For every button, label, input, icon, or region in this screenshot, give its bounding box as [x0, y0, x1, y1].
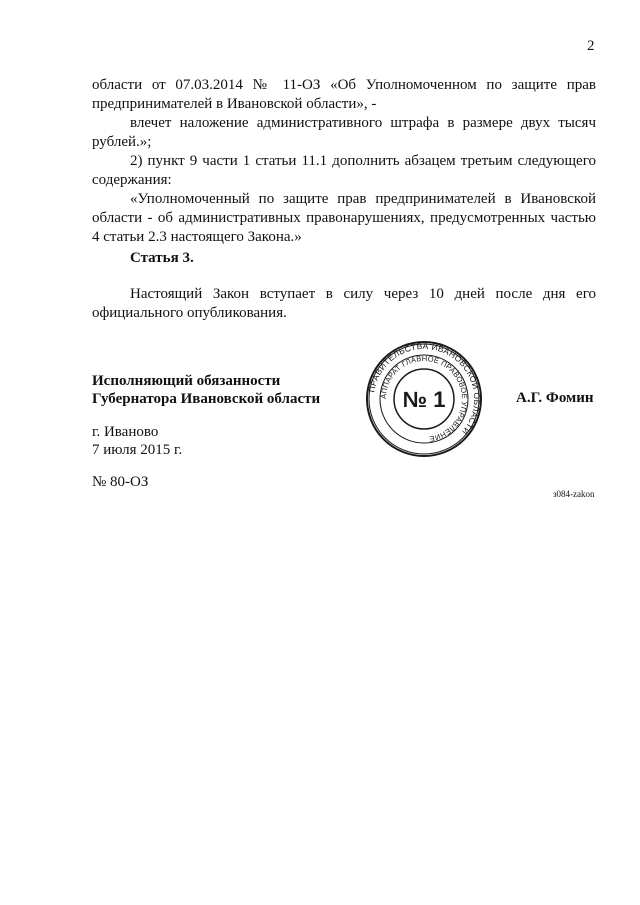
text-line: «Уполномоченный по защите прав предпринимателей в Ивановской	[130, 191, 596, 207]
place-and-date	[92, 423, 182, 459]
seal-ring-text: ПРАВИТЕЛЬСТВА ИВАНОВСКОЙ ОБЛАСТИ	[366, 340, 483, 438]
signer-title	[92, 372, 320, 408]
text-line: влечет наложение административного штрафа в размере двух тысяч	[130, 115, 596, 131]
text-line: 2) пункт 9 части 1 статьи 11.1 дополнить абзацем третьим следующего	[130, 153, 596, 169]
text-line: области - об административных правонарушениях, предусмотренных частью	[92, 210, 596, 226]
seal-center-number: № 1	[402, 387, 446, 412]
text-line: содержания:	[92, 172, 172, 188]
place: г. Иваново	[92, 424, 159, 440]
text-line: рублей.»;	[92, 134, 152, 150]
paragraph-law-reference	[92, 76, 596, 114]
date: 7 июля 2015 г.	[92, 442, 183, 458]
law-number: № 80-ОЗ	[92, 474, 149, 490]
paragraph-quote	[92, 190, 596, 247]
official-seal	[365, 340, 483, 458]
signer-title-line: Губернатора Ивановской области	[92, 391, 321, 407]
document-code: з084-zakon	[553, 489, 595, 499]
text-line: области от 07.03.2014 № 11-ОЗ «Об Уполномоченном по защите прав	[92, 77, 596, 93]
paragraph-amendment	[92, 152, 596, 190]
text-line: предпринимателей в Ивановской области», -	[92, 96, 377, 112]
paragraph-penalty	[92, 114, 596, 152]
signer-name: А.Г. Фомин	[516, 390, 594, 406]
text-line: официального опубликования.	[92, 305, 287, 321]
page-number: 2	[587, 38, 595, 54]
paragraph-effective-date	[92, 285, 596, 323]
text-line: Настоящий Закон вступает в силу через 10 дней после дня его	[130, 286, 596, 302]
article-heading: Статья 3.	[130, 250, 194, 266]
text-line: 4 статьи 2.3 настоящего Закона.»	[92, 229, 302, 245]
seal-inner-text: АППАРАТ ГЛАВНОЕ ПРАВОВОЕ УПРАВЛЕНИЕ	[378, 353, 470, 444]
signer-title-line: Исполняющий обязанности	[92, 373, 281, 389]
